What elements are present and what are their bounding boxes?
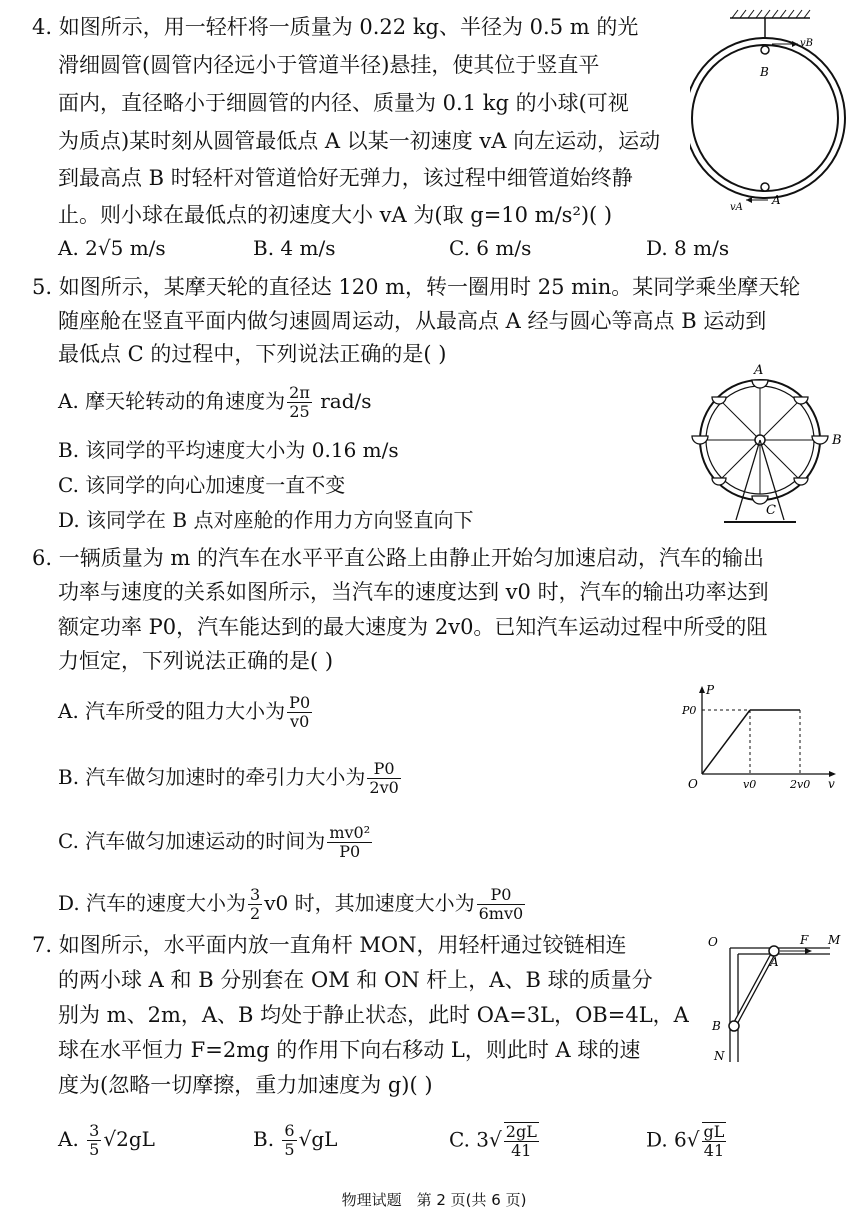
q6-option-a-den: v0 bbox=[290, 712, 310, 731]
q6-option-a-fraction bbox=[287, 694, 312, 731]
q7-fig-label-b: B bbox=[712, 1019, 721, 1033]
q7-fig-label-o: O bbox=[708, 935, 718, 949]
q7-line: 的两小球 A 和 B 分别套在 OM 和 ON 杆上，A、B 球的质量分 bbox=[58, 968, 653, 992]
q6-option-c-text: C. 汽车做匀加速运动的时间为 bbox=[58, 829, 326, 853]
q7-option-b-num: 6 bbox=[284, 1121, 295, 1140]
q5-line: 最低点 C 的过程中，下列说法正确的是( ) bbox=[58, 342, 447, 366]
q5-option-a[interactable] bbox=[58, 384, 372, 421]
q5-ferris-wheel-figure bbox=[686, 360, 856, 532]
q6-graph-label-p: P bbox=[706, 683, 715, 697]
q7-fig-label-n: N bbox=[714, 1049, 725, 1063]
q6-option-d[interactable] bbox=[58, 886, 527, 923]
q6-option-d-fraction-1 bbox=[248, 886, 262, 923]
q7-option-c[interactable] bbox=[449, 1122, 541, 1160]
q7-option-b-root: √gL bbox=[298, 1127, 338, 1151]
q6-option-d-den-1: 2 bbox=[250, 904, 261, 923]
q5-option-a-unit: rad/s bbox=[313, 389, 372, 413]
q6-option-b[interactable] bbox=[58, 760, 403, 797]
q6-option-c-num: mv0² bbox=[329, 823, 371, 842]
q6-graph-label-v0: v0 bbox=[743, 778, 757, 791]
q5-fig-label-c: C bbox=[766, 503, 776, 518]
q7-option-c-den: 41 bbox=[511, 1141, 532, 1160]
q6-option-b-fraction bbox=[367, 760, 400, 797]
q6-option-c-fraction bbox=[327, 824, 372, 861]
q7-option-a-num: 3 bbox=[89, 1121, 100, 1140]
q7-option-b-den: 5 bbox=[284, 1140, 295, 1159]
q5-line: 随座舱在竖直平面内做匀速圆周运动，从最高点 A 经与圆心等高点 B 运动到 bbox=[58, 309, 767, 333]
q4-option-b[interactable]: B. 4 m/s bbox=[253, 236, 336, 260]
q5-option-a-den: 25 bbox=[289, 402, 310, 421]
q4-line: 4. 如图所示，用一轻杆将一质量为 0.22 kg、半径为 0.5 m 的光 bbox=[32, 15, 639, 39]
q7-right-angle-rod-figure bbox=[706, 932, 846, 1064]
q6-option-b-den: 2v0 bbox=[369, 778, 399, 797]
q7-option-b-fraction bbox=[282, 1122, 296, 1159]
q5-line: 5. 如图所示，某摩天轮的直径达 120 m，转一圈用时 25 min。某同学乘坐摩天轮 bbox=[32, 275, 801, 299]
q4-option-c[interactable]: C. 6 m/s bbox=[449, 236, 532, 260]
q5-fig-label-a: A bbox=[754, 363, 764, 378]
q6-option-b-text: B. 汽车做匀加速时的牵引力大小为 bbox=[58, 765, 366, 789]
q4-line: 止。则小球在最低点的初速度大小 vA 为(取 g=10 m/s²)( ) bbox=[58, 203, 613, 227]
q6-graph-label-p0: P0 bbox=[682, 704, 697, 717]
q6-line: 6. 一辆质量为 m 的汽车在水平平直公路上由静止开始匀加速启动，汽车的输出 bbox=[32, 546, 764, 570]
page-footer: 物理试题 第 2 页(共 6 页) bbox=[341, 1191, 527, 1209]
q7-option-d[interactable] bbox=[646, 1122, 728, 1160]
q6-line: 额定功率 P0，汽车能达到的最大速度为 2v0。已知汽车运动过程中所受的阻 bbox=[58, 615, 768, 639]
q6-option-c[interactable] bbox=[58, 824, 374, 861]
q5-option-d[interactable]: D. 该同学在 B 点对座舱的作用力方向竖直向下 bbox=[58, 508, 474, 532]
q5-option-b[interactable]: B. 该同学的平均速度大小为 0.16 m/s bbox=[58, 438, 399, 462]
q7-option-b-text: B. bbox=[253, 1127, 281, 1151]
q7-option-d-num: gL bbox=[703, 1122, 725, 1141]
q7-option-a-text: A. bbox=[58, 1127, 86, 1151]
q7-line: 度为(忽略一切摩擦，重力加速度为 g)( ) bbox=[58, 1073, 433, 1097]
q4-ring-figure bbox=[690, 8, 850, 223]
q7-option-a-fraction bbox=[87, 1122, 101, 1159]
q6-option-d-fraction-2 bbox=[477, 886, 526, 923]
q5-option-c[interactable]: C. 该同学的向心加速度一直不变 bbox=[58, 473, 346, 497]
q6-graph-label-o: O bbox=[688, 777, 698, 791]
q6-option-d-num-2: P0 bbox=[477, 886, 526, 905]
q7-option-a[interactable] bbox=[58, 1122, 155, 1159]
q7-option-a-den: 5 bbox=[89, 1140, 100, 1159]
q6-line: 功率与速度的关系如图所示，当汽车的速度达到 v0 时，汽车的输出功率达到 bbox=[58, 580, 769, 604]
q4-option-a[interactable]: A. 2√5 m/s bbox=[58, 236, 166, 260]
q7-option-b[interactable] bbox=[253, 1122, 337, 1159]
q6-graph-label-v: v bbox=[828, 777, 835, 791]
q5-option-a-num: 2π bbox=[289, 383, 310, 402]
q6-option-a-num: P0 bbox=[289, 693, 311, 712]
q6-option-d-text: D. 汽车的速度大小为 bbox=[58, 891, 247, 915]
q4-fig-label-a: A bbox=[772, 193, 781, 207]
q7-line: 7. 如图所示，水平面内放一直角杆 MON，用轻杆通过铰链相连 bbox=[32, 933, 627, 957]
q7-fig-label-m: M bbox=[828, 933, 841, 947]
q5-fig-label-b: B bbox=[832, 433, 842, 448]
q7-fig-label-f: F bbox=[800, 933, 809, 947]
q5-option-a-fraction bbox=[287, 384, 312, 421]
q6-power-velocity-graph bbox=[680, 682, 840, 800]
q4-fig-label-vb: vB bbox=[800, 38, 813, 49]
q4-fig-label-va: vA bbox=[730, 202, 743, 213]
q7-option-c-fraction bbox=[504, 1122, 539, 1160]
q4-line: 滑细圆管(圆管内径远小于管道半径)悬挂，使其位于竖直平 bbox=[58, 53, 600, 77]
q7-fig-label-a: A bbox=[770, 955, 779, 969]
q4-fig-label-b: B bbox=[760, 65, 769, 79]
q4-option-d[interactable]: D. 8 m/s bbox=[646, 236, 730, 260]
q4-line: 面内，直径略小于细圆管的内径、质量为 0.1 kg 的小球(可视 bbox=[58, 91, 629, 115]
q6-line: 力恒定，下列说法正确的是( ) bbox=[58, 649, 334, 673]
q6-option-d-text-2: v0 时，其加速度大小为 bbox=[264, 891, 475, 915]
q5-option-a-text: A. 摩天轮转动的角速度为 bbox=[58, 389, 286, 413]
q6-option-d-den-2: 6mv0 bbox=[478, 904, 524, 923]
q7-option-c-num: 2gL bbox=[505, 1122, 537, 1141]
q7-option-d-fraction bbox=[702, 1122, 727, 1160]
q7-option-a-root: √2gL bbox=[103, 1127, 155, 1151]
q7-line: 球在水平恒力 F=2mg 的作用下向右移动 L，则此时 A 球的速 bbox=[58, 1038, 641, 1062]
q7-option-d-den: 41 bbox=[703, 1141, 725, 1160]
q6-graph-label-2v0: 2v0 bbox=[790, 778, 811, 791]
q7-option-d-text: D. 6√ bbox=[646, 1127, 700, 1152]
q6-option-d-num-1: 3 bbox=[250, 885, 261, 904]
q6-option-c-den: P0 bbox=[339, 842, 361, 861]
q6-option-b-num: P0 bbox=[367, 760, 400, 779]
q4-line: 到最高点 B 时轻杆对管道恰好无弹力，该过程中细管道始终静 bbox=[58, 166, 633, 190]
q4-line: 为质点)某时刻从圆管最低点 A 以某一初速度 vA 向左运动，运动 bbox=[58, 129, 661, 153]
q7-line: 别为 m、2m，A、B 均处于静止状态，此时 OA=3L，OB=4L，A bbox=[58, 1003, 689, 1027]
q6-option-a[interactable] bbox=[58, 694, 314, 731]
q6-option-a-text: A. 汽车所受的阻力大小为 bbox=[58, 699, 286, 723]
q7-option-c-text: C. 3√ bbox=[449, 1127, 502, 1152]
